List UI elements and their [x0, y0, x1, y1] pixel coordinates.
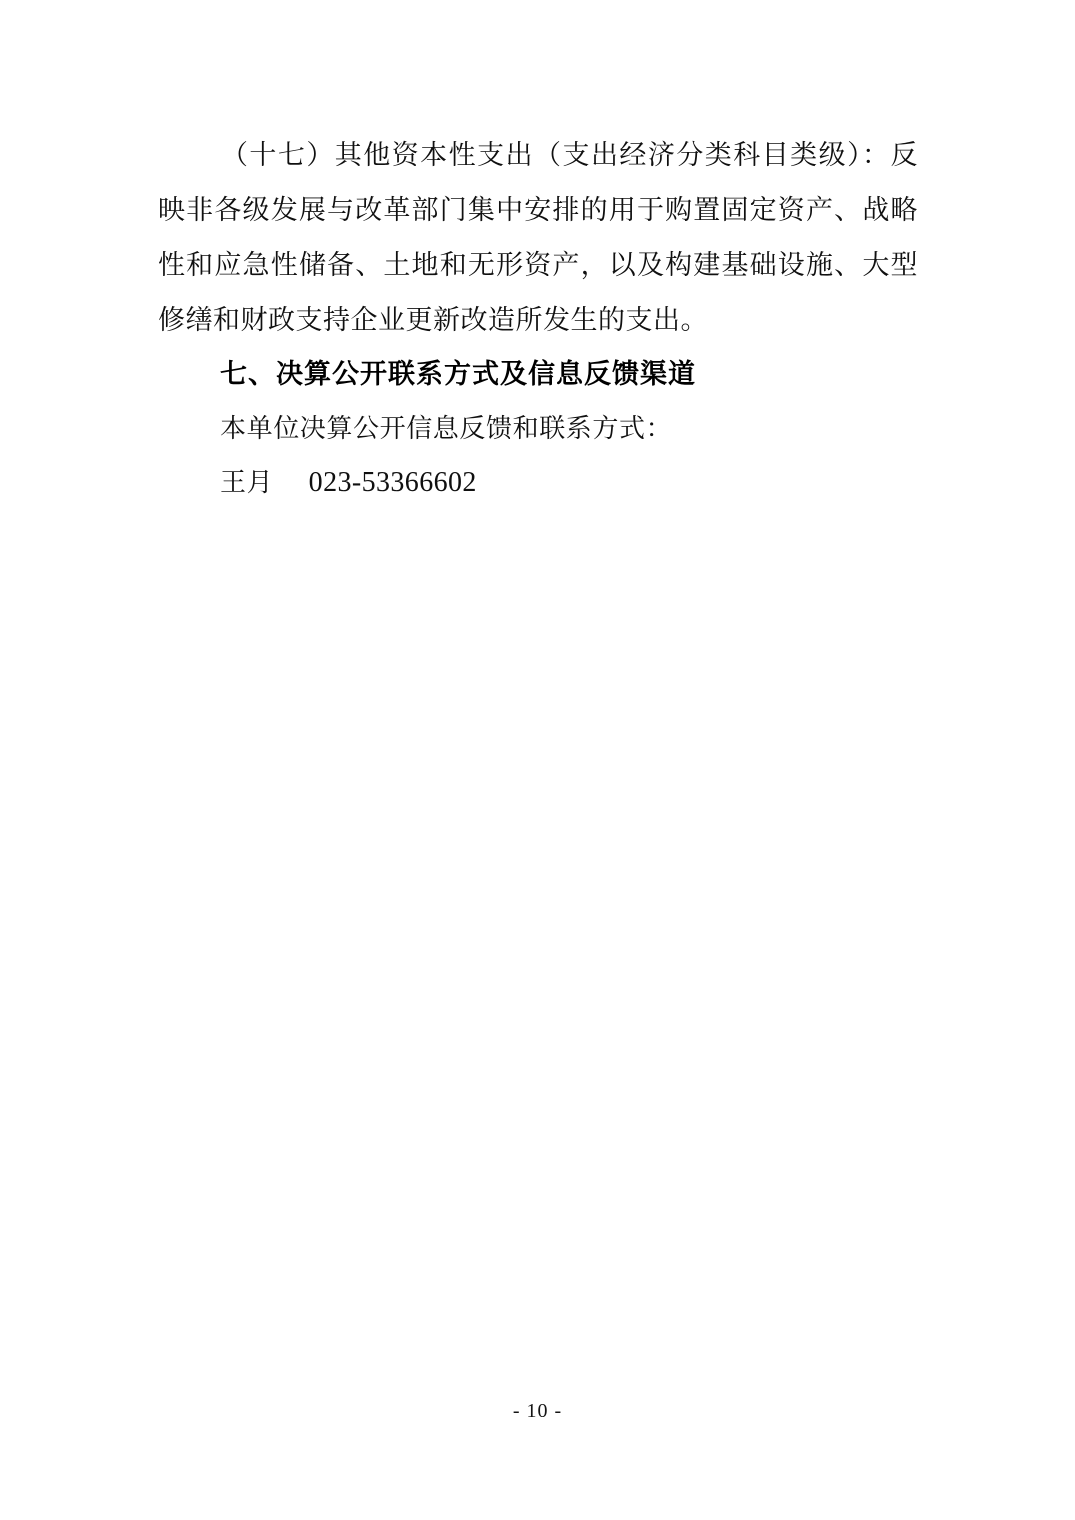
- page-number-footer: - 10 -: [512, 1400, 563, 1422]
- section-heading: 七、决算公开联系方式及信息反馈渠道: [220, 359, 696, 390]
- contact-phone: 023-53366602: [308, 467, 477, 498]
- contact-spacer: [273, 468, 308, 498]
- paragraph-text: （十七）其他资本性支出（支出经济分类科目类级）：反映非各级发展与改革部门集中安排的用于购置固定资产、战略性和应急性储备、土地和无形资产，以及构建基础设施、大型修缮和财政支持企业更新改造所发生的支出。: [158, 140, 918, 336]
- page-content: [158, 128, 918, 510]
- section-intro-text: 本单位决算公开信息反馈和联系方式：: [220, 414, 673, 444]
- paragraph-item-seventeen: [158, 128, 918, 348]
- contact-line: [158, 456, 918, 510]
- contact-name: 王月: [220, 468, 274, 498]
